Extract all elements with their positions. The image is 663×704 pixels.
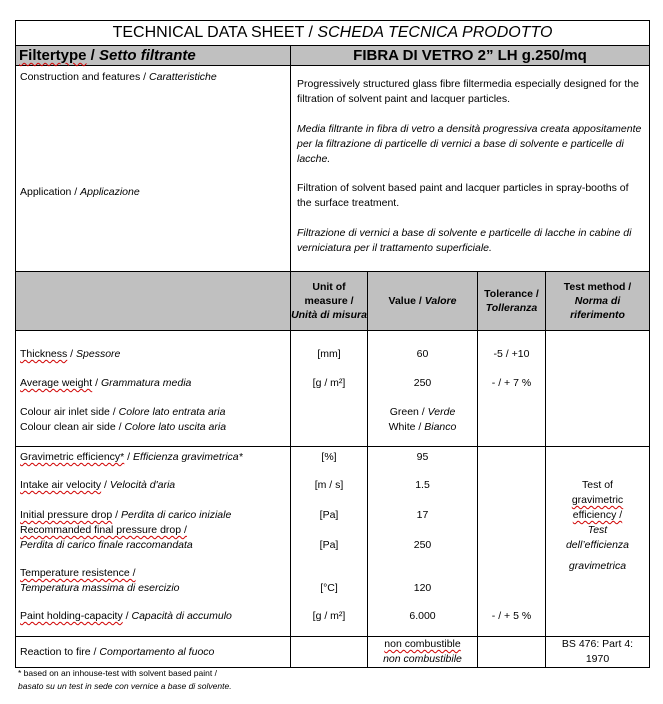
label-en: Intake air velocity bbox=[20, 479, 102, 491]
unit-value: [Pa] bbox=[319, 509, 339, 521]
construction-label-it: Caratteristiche bbox=[149, 71, 217, 83]
table-row-label: Colour clean air side / Colore lato uscita aria bbox=[20, 421, 227, 433]
label-it: Perdita di carico finale raccomandata bbox=[20, 539, 193, 551]
group1-test bbox=[546, 331, 650, 447]
value: White / Bianco bbox=[388, 421, 457, 433]
header-value-en: Value / bbox=[388, 295, 422, 307]
label-it: Capacità di accumulo bbox=[131, 610, 232, 622]
test-method-text: dell’efficienza bbox=[565, 539, 630, 551]
label-it: Efficienza gravimetrica* bbox=[133, 451, 243, 463]
value: 60 bbox=[416, 348, 429, 360]
value: 6.000 bbox=[409, 610, 436, 622]
application-label-it: Applicazione bbox=[80, 186, 140, 198]
column-header-row bbox=[16, 272, 650, 331]
unit-value: [°C] bbox=[320, 582, 338, 594]
label-en: Recommanded final pressure drop / bbox=[20, 524, 187, 536]
application-label: Application / Applicazione bbox=[20, 186, 140, 198]
fire-label-en: Reaction to fire bbox=[20, 645, 91, 658]
fire-test-line1: BS 476: Part 4: bbox=[561, 638, 634, 650]
group1-units bbox=[291, 331, 368, 447]
sheet-title bbox=[16, 21, 650, 46]
fire-test bbox=[546, 637, 650, 668]
fire-tolerance bbox=[478, 637, 546, 668]
label-en: Initial pressure drop bbox=[20, 509, 113, 521]
value: 250 bbox=[413, 377, 432, 389]
tolerance: - / + 5 % bbox=[491, 610, 532, 622]
group1-values bbox=[368, 331, 478, 447]
header-tolerance-en: Tolerance / bbox=[484, 288, 539, 300]
group2-values bbox=[368, 447, 478, 637]
value-it: Verde bbox=[427, 406, 456, 418]
header-unit-it: Unità di misura bbox=[291, 309, 367, 321]
label-en: Colour air inlet side bbox=[20, 406, 110, 418]
construction-label: Construction and features / Caratteristiche bbox=[20, 71, 217, 83]
application-text-it: Filtrazione di vernici a base di solvente e particelle di lacche in cabine di verniciatura per il trattamento superficiale. bbox=[297, 227, 632, 254]
label-en: Thickness bbox=[20, 348, 68, 360]
value: 95 bbox=[416, 451, 429, 463]
footnote-en: * based on an inhouse-test with solvent based paint / bbox=[18, 668, 217, 678]
table-row-label: Average weight / Grammatura media bbox=[20, 377, 192, 389]
header-unit bbox=[291, 272, 368, 331]
value-it: Bianco bbox=[424, 421, 457, 433]
application-label-en: Application bbox=[20, 186, 72, 198]
group2-tolerances bbox=[478, 447, 546, 637]
label-it: Grammatura media bbox=[100, 377, 192, 389]
fire-value bbox=[368, 637, 478, 668]
construction-text-en: Progressively structured glass fibre filtermedia especially designed for the filtration of solvent paint and lacquer particles. bbox=[297, 78, 639, 105]
data-sheet-table bbox=[15, 20, 650, 668]
group2-labels bbox=[16, 447, 291, 637]
group2-units bbox=[291, 447, 368, 637]
value: Green / Verde bbox=[389, 406, 456, 418]
title-separator: / bbox=[304, 24, 318, 41]
header-value bbox=[368, 272, 478, 331]
table-row-label: Thickness / Spessore bbox=[20, 348, 121, 360]
header-value-it: Valore bbox=[424, 295, 457, 307]
footnote-it: basato su un test in sede con vernice a base di solvente. bbox=[18, 681, 232, 691]
test-method-text: gravimetrica bbox=[568, 560, 627, 572]
test-method-word: gravimetric bbox=[571, 494, 624, 506]
group1-labels bbox=[16, 331, 291, 447]
application-text-en: Filtration of solvent based paint and lacquer particles in spray-booths of the surface treatment. bbox=[297, 182, 629, 209]
label-it: Velocità d'aria bbox=[109, 479, 176, 491]
label-en: Gravimetric efficiency* bbox=[20, 451, 125, 463]
fire-label-it: Comportamento al fuoco bbox=[99, 645, 215, 658]
title-en: TECHNICAL DATA SHEET bbox=[112, 24, 305, 41]
label-it: Temperatura massima di esercizio bbox=[20, 582, 180, 594]
group2-row bbox=[16, 447, 650, 637]
header-test-method bbox=[546, 272, 650, 331]
technical-data-sheet bbox=[15, 20, 649, 668]
header-tolerance-it: Tolleranza bbox=[485, 302, 538, 314]
tolerance: -5 / +10 bbox=[493, 348, 530, 360]
filtertype-value: FIBRA DI VETRO 2” LH g.250/mq bbox=[291, 46, 650, 66]
unit-value: [mm] bbox=[317, 348, 341, 360]
group1-tolerances bbox=[478, 331, 546, 447]
table-row-label bbox=[20, 523, 193, 553]
table-row-label: Initial pressure drop / Perdita di carico iniziale bbox=[20, 509, 232, 521]
label-it: Colore lato entrata aria bbox=[118, 406, 226, 418]
header-tolerance bbox=[478, 272, 546, 331]
unit-value: [m / s] bbox=[314, 479, 344, 491]
fire-value-it: non combustibile bbox=[383, 653, 462, 665]
unit-value: [g / m²] bbox=[312, 610, 346, 622]
fire-value-en: non combustible bbox=[384, 638, 461, 650]
description-labels bbox=[16, 66, 291, 272]
label-it: Colore lato uscita aria bbox=[124, 421, 227, 433]
group2-test-method bbox=[546, 447, 650, 637]
table-row-label: Paint holding-capacity / Capacità di accumulo bbox=[20, 610, 232, 622]
test-method-text bbox=[546, 508, 649, 523]
test-method-word: efficiency / bbox=[572, 509, 623, 521]
value: 120 bbox=[413, 582, 432, 594]
description-texts bbox=[291, 66, 650, 272]
header-unit-en: Unit of measure / bbox=[304, 281, 354, 307]
group1-row bbox=[16, 331, 650, 447]
unit-value: [Pa] bbox=[319, 539, 339, 551]
test-method-text bbox=[546, 493, 649, 508]
test-method-text: Test bbox=[587, 524, 608, 536]
value-en: Green bbox=[389, 406, 419, 418]
fire-label: Reaction to fire / Comportamento al fuoco bbox=[16, 637, 291, 668]
footnote bbox=[18, 667, 232, 693]
label-it: Spessore bbox=[76, 348, 121, 360]
value: 17 bbox=[416, 509, 429, 521]
label-en: Colour clean air side bbox=[20, 421, 116, 433]
label-en: Temperature resistence / bbox=[20, 567, 136, 579]
fire-row bbox=[16, 637, 650, 668]
label-en: Paint holding-capacity bbox=[20, 610, 123, 622]
fire-test-line2: 1970 bbox=[585, 653, 610, 665]
label-it: Perdita di carico iniziale bbox=[120, 509, 232, 521]
header-test-it: Norma di riferimento bbox=[570, 295, 625, 321]
filtertype-separator: / bbox=[86, 47, 100, 64]
test-method-text: Test of bbox=[582, 479, 613, 491]
unit-value: [g / m²] bbox=[312, 377, 346, 389]
unit-value: [%] bbox=[321, 451, 337, 463]
filtertype-label-it: Setto filtrante bbox=[99, 47, 196, 64]
table-row-label: Gravimetric efficiency* / Efficienza gravimetrica* bbox=[20, 451, 243, 463]
table-row-label: Colour air inlet side / Colore lato entrata aria bbox=[20, 406, 226, 418]
tolerance: - / + 7 % bbox=[491, 377, 532, 389]
value: 1.5 bbox=[415, 479, 430, 491]
construction-label-en: Construction and features bbox=[20, 71, 141, 83]
fire-unit bbox=[291, 637, 368, 668]
header-test-en: Test method / bbox=[563, 281, 632, 293]
value: 250 bbox=[413, 539, 432, 551]
filtertype-label bbox=[16, 46, 291, 66]
table-row-label bbox=[20, 566, 180, 596]
table-row-label: Intake air velocity / Velocità d'aria bbox=[20, 479, 176, 491]
filtertype-label-en: Filtertype bbox=[19, 47, 87, 64]
construction-text-it: Media filtrante in fibra di vetro a densità progressiva creata appositamente per la filtrazione di particelle di vernici a base di solvente e particelle di lacche. bbox=[297, 123, 642, 165]
title-it: SCHEDA TECNICA PRODOTTO bbox=[317, 24, 553, 41]
value-en: White bbox=[388, 421, 416, 433]
header-empty bbox=[16, 272, 291, 331]
label-en: Average weight bbox=[20, 377, 93, 389]
